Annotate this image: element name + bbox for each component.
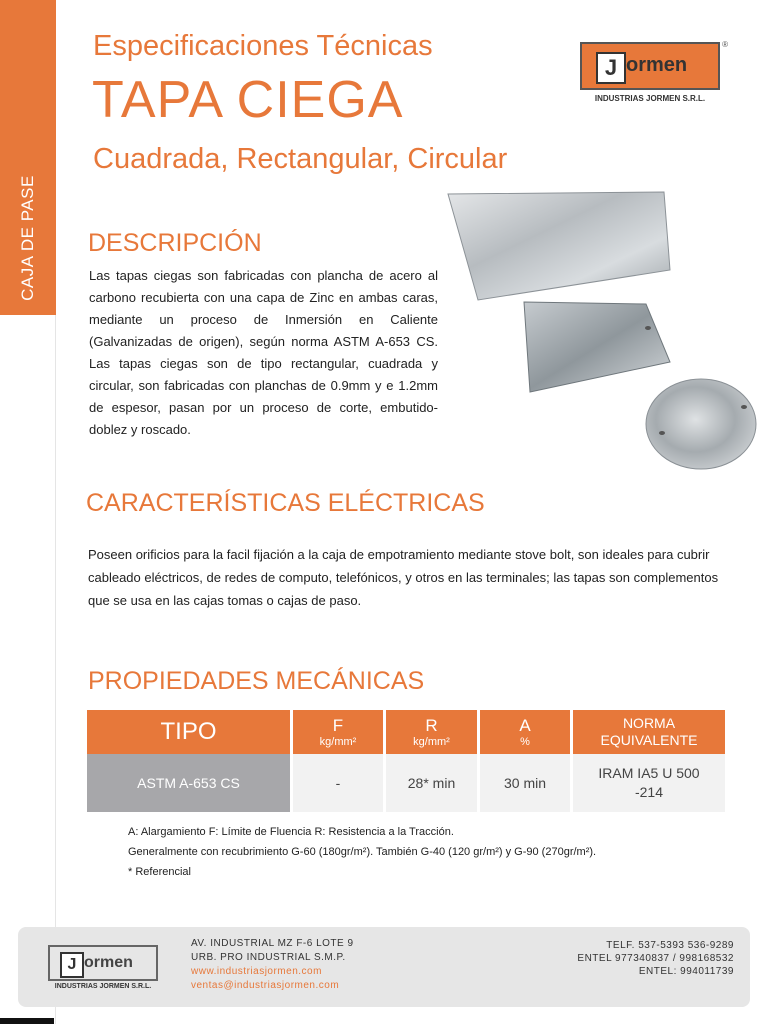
email-link[interactable]: ventas@industriasjormen.com — [191, 980, 340, 991]
side-band — [0, 0, 56, 315]
phone-entel-1: ENTEL 977340837 / 998168532 — [577, 953, 734, 964]
header-a-label: A — [519, 716, 531, 735]
notes-ref: * Referencial — [128, 866, 191, 878]
footer-logo-letter: J — [60, 952, 84, 978]
header-tipo: TIPO — [87, 710, 290, 754]
cell-a: 30 min — [480, 754, 570, 812]
address-line-1: AV. INDUSTRIAL MZ F-6 LOTE 9 — [191, 938, 354, 949]
electricas-title: CARACTERÍSTICAS ELÉCTRICAS — [86, 489, 485, 517]
descripcion-text: Las tapas ciegas son fabricadas con plancha de acero al carbono recubierta con una capa de Zinc en ambas caras, mediante un proceso de Inmersión en Caliente (Galvanizadas de origen), según norma ASTM A-653 CS. Las tapas ciegas son de tipo rectangular, cuadrada y circular, son fabricadas con planchas de 0.9mm y e 1.2mm de espesor, pasan por un proceso de corte, embutido-doblez y roscado. — [89, 268, 438, 437]
circular-cover-image — [644, 377, 758, 471]
logo-letter: J — [596, 52, 626, 84]
footer-address — [191, 937, 354, 993]
header-f-label: F — [332, 716, 344, 735]
table-notes — [128, 822, 596, 882]
descripcion-title: DESCRIPCIÓN — [88, 229, 262, 257]
square-cover-image — [444, 190, 674, 302]
header-r-label: R — [425, 716, 438, 735]
notes-legend: A: Alargamiento F: Límite de Fluencia R: Resistencia a la Tracción. — [128, 826, 454, 838]
side-label: CAJA DE PASE — [18, 175, 37, 301]
cell-tipo: ASTM A-653 CS — [87, 754, 290, 812]
footer-logo — [48, 945, 158, 990]
table-row — [87, 754, 725, 812]
properties-table — [84, 710, 728, 812]
page-shapes: Cuadrada, Rectangular, Circular — [93, 143, 508, 175]
header-a-unit: % — [520, 736, 530, 748]
company-logo — [580, 40, 728, 103]
footer-logo-name: ormen — [84, 954, 133, 971]
header-norma: NORMA EQUIVALENTE — [573, 710, 725, 754]
address-line-2: URB. PRO INDUSTRIAL S.M.P. — [191, 952, 346, 963]
side-strip — [0, 0, 56, 1024]
header-r — [386, 710, 477, 754]
phone-entel-2: ENTEL: 994011739 — [638, 966, 734, 977]
header-r-unit: kg/mm² — [413, 736, 450, 748]
footer-logo-caption: INDUSTRIAS JORMEN S.R.L. — [54, 983, 152, 990]
side-divider — [55, 315, 56, 1024]
cell-r: 28* min — [386, 754, 477, 812]
registered-mark: ® — [722, 40, 728, 49]
cell-f: - — [293, 754, 383, 812]
footer — [18, 927, 750, 1007]
logo-caption: INDUSTRIAS JORMEN S.R.L. — [594, 94, 706, 103]
table-header-row — [87, 710, 725, 754]
bottom-mark — [0, 1018, 54, 1024]
footer-logo-box — [48, 945, 158, 981]
cell-norma: IRAM IA5 U 500 -214 — [573, 754, 725, 812]
logo-name: ormen — [626, 54, 688, 76]
footer-phones — [577, 939, 734, 978]
page-title: TAPA CIEGA — [92, 71, 404, 129]
website-link[interactable]: www.industriasjormen.com — [191, 966, 322, 977]
phone-telf: TELF. 537-5393 536-9289 — [606, 940, 734, 951]
notes-coating: Generalmente con recubrimiento G-60 (180gr/m²). También G-40 (120 gr/m²) y G-90 (270gr/m²). — [128, 846, 597, 858]
electricas-text: Poseen orificios para la facil fijación a la caja de empotramiento mediante stove bolt, son ideales para cubrir cableado eléctricos, de redes de computo, telefónicos, y otros en las terminales; las tapas son complementos que se usa en las cajas tomas o cajas de paso. — [88, 547, 719, 608]
logo-box — [580, 40, 728, 90]
header-f-unit: kg/mm² — [319, 736, 357, 748]
mecanicas-title: PROPIEDADES MECÁNICAS — [88, 667, 425, 695]
page-subtitle: Especificaciones Técnicas — [93, 30, 433, 62]
header-a — [480, 710, 570, 754]
header-f — [293, 710, 383, 754]
